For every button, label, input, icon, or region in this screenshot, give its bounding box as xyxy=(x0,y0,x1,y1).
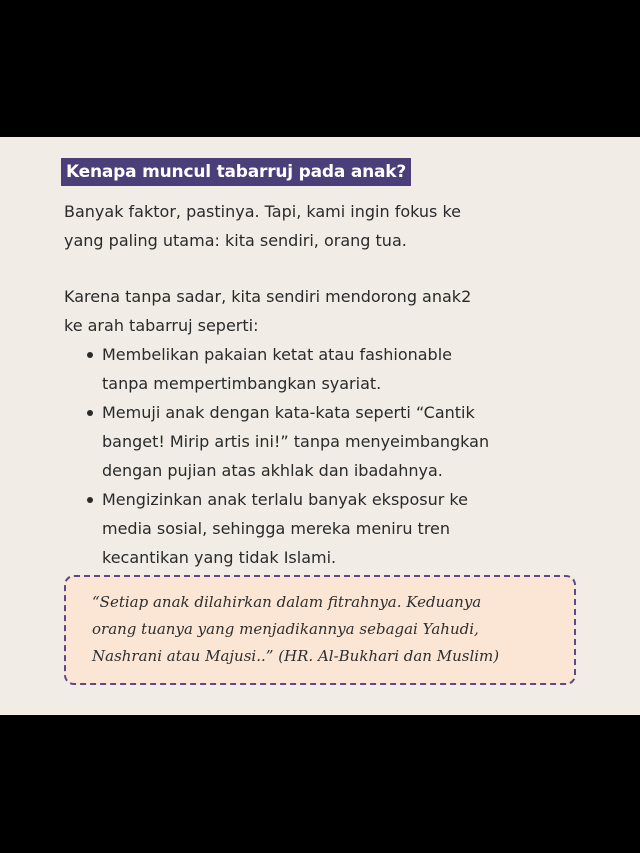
list-item-line: dengan pujian atas akhlak dan ibadahnya. xyxy=(102,461,443,480)
list-item xyxy=(64,485,584,572)
bullet-icon xyxy=(87,497,93,503)
lead-line: ke arah tabarruj seperti: xyxy=(64,316,259,335)
list-item-line: kecantikan yang tidak Islami. xyxy=(102,548,337,567)
list-item-line: Mengizinkan anak terlalu banyak eksposur ke xyxy=(102,490,468,509)
paragraph-gap xyxy=(64,255,584,282)
lead-line: Karena tanpa sadar, kita sendiri mendorong anak2 xyxy=(64,287,472,306)
section-heading: Kenapa muncul tabarruj pada anak? xyxy=(61,158,411,186)
list-item-line: banget! Mirip artis ini!” tanpa menyeimbangkan xyxy=(102,432,490,451)
body-text xyxy=(64,197,584,572)
list-item-line: media sosial, sehingga mereka meniru tren xyxy=(102,519,451,538)
list-item-line: Memuji anak dengan kata-kata seperti “Cantik xyxy=(102,403,475,422)
intro-line: yang paling utama: kita sendiri, orang tua. xyxy=(64,231,407,250)
bullet-icon xyxy=(87,352,93,358)
hadith-quote: “Setiap anak dilahirkan dalam fitrahnya. Keduanya orang tuanya yang menjadikannya sebagai Yahudi, Nashrani atau Majusi..” (HR. Al-Bukhari dan Muslim) xyxy=(92,593,500,665)
hadith-quote-box xyxy=(64,575,576,685)
list-item xyxy=(64,340,584,398)
list-item xyxy=(64,398,584,485)
reasons-list xyxy=(64,340,584,572)
intro-line: Banyak faktor, pastinya. Tapi, kami ingin fokus ke xyxy=(64,202,461,221)
bullet-icon xyxy=(87,410,93,416)
list-item-line: tanpa mempertimbangkan syariat. xyxy=(102,374,382,393)
list-item-line: Membelikan pakaian ketat atau fashionable xyxy=(102,345,452,364)
